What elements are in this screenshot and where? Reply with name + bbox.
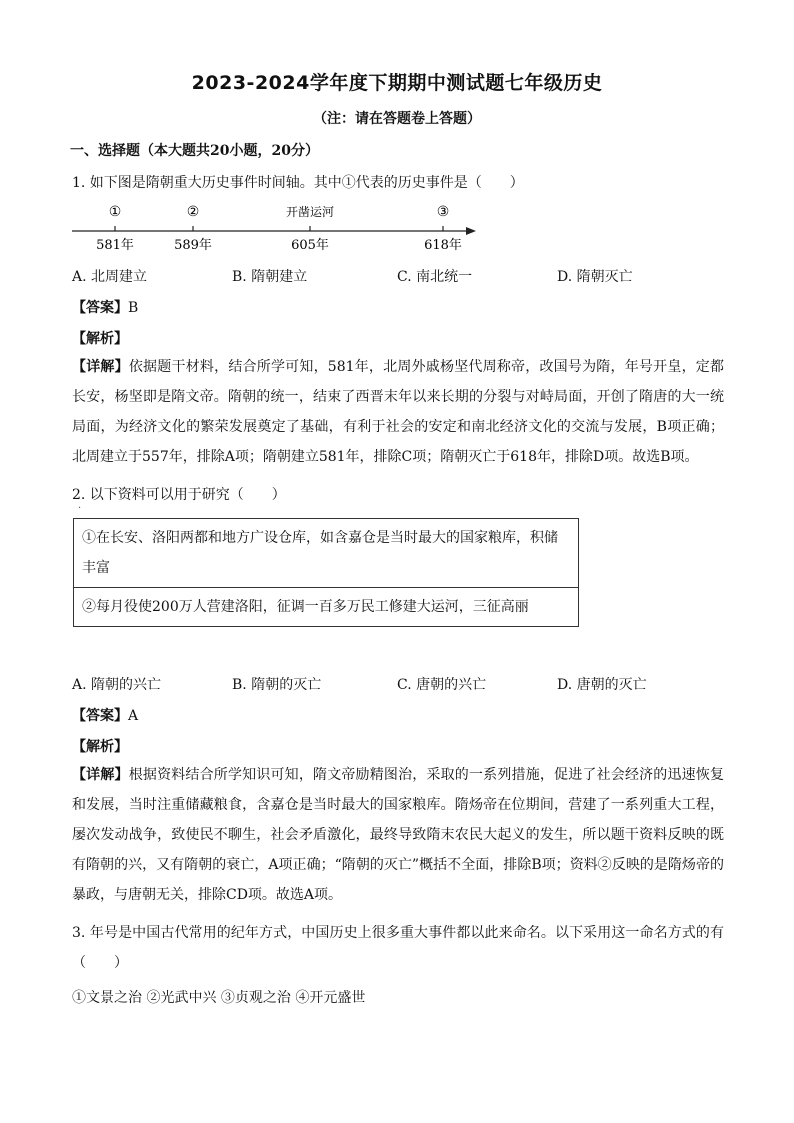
q2-detail [72, 760, 724, 910]
q1-option-b[interactable]: B. 隋朝建立 [232, 269, 308, 285]
answer-tag: 【答案】 [72, 300, 128, 316]
answer-tag: 【答案】 [72, 708, 128, 724]
timeline-event-label: ② [186, 204, 200, 220]
q2-material-1: ①在长安、洛阳两都和地方广设仓库，如含嘉仓是当时最大的国家粮库，积储丰富 [82, 530, 558, 576]
q2-analysis-tag: 【解析】 [72, 739, 128, 755]
answer-value: B [128, 300, 139, 316]
q2-option-c[interactable]: C. 唐朝的兴亡 [397, 677, 487, 693]
q1-option-a[interactable]: A. 北周建立 [72, 269, 148, 285]
q3-stem: 3. 年号是中国古代常用的纪年方式，中国历史上很多重大事件都以此来命名。以下采用这一命名方式的有（ ） [72, 925, 724, 971]
q2-material-2: ②每月役使200万人营建洛阳，征调一百多万民工修建大运河，三征高丽 [74, 587, 578, 626]
q1-detail [72, 352, 724, 472]
q2-material-box [73, 518, 579, 627]
q2-option-b[interactable]: B. 隋朝的灭亡 [232, 677, 322, 693]
page-title: 2023-2024学年度下期期中测试题七年级历史 [191, 72, 603, 94]
q1-option-c[interactable]: C. 南北统一 [397, 269, 473, 285]
q2-answer [72, 705, 138, 725]
section-heading: 一、选择题（本大题共20小题，20分） [70, 143, 319, 159]
timeline-arrow [466, 227, 476, 235]
q1-timeline [70, 198, 490, 258]
answer-value: A [128, 708, 139, 724]
detail-text: 依据题干材料，结合所学可知，581年，北周外戚杨坚代周称帝，改国号为隋，年号开皇，定都长安，杨坚即是隋文帝。隋朝的统一，结束了西晋末年以来长期的分裂与对峙局面，开创了隋唐的大一统局面，为经济文化的繁荣发展奠定了基础，有利于社会的安定和南北经济文化的交流与发展，B项正确；北周建立于557年，排除A项；隋朝建立581年，排除C项；隋朝灭亡于618年，排除D项。故选B项。 [72, 359, 724, 465]
timeline-year-label: 589年 [174, 238, 212, 253]
q1-stem: 1. 如下图是隋朝重大历史事件时间轴。其中①代表的历史事件是（ ） [72, 175, 524, 191]
timeline-event-label: ③ [436, 204, 450, 220]
q3-items: ①文景之治 ②光武中兴 ③贞观之治 ④开元盛世 [72, 990, 366, 1006]
q2-stem: 2. 以下资料可以用于研究（ ） [72, 487, 286, 503]
timeline-event-label: 开凿运河 [285, 205, 335, 219]
timeline-year-label: 605年 [291, 238, 329, 253]
stray-dot: · [78, 503, 82, 514]
q2-option-a[interactable]: A. 隋朝的兴亡 [72, 677, 162, 693]
detail-text: 根据资料结合所学知识可知，隋文帝励精图治，采取的一系列措施，促进了社会经济的迅速恢复和发展，当时注重储藏粮食，含嘉仓是当时最大的国家粮库。隋炀帝在位期间，营建了一系列重大工程，屡次发动战争，致使民不聊生，社会矛盾激化，最终导致隋末农民大起义的发生，所以题干资料反映的既有隋朝的兴，又有隋朝的衰亡，A项正确；“隋朝的灭亡”概括不全面，排除B项；资料②反映的是隋炀帝的暴政，与唐朝无关，排除CD项。故选A项。 [72, 767, 725, 903]
detail-tag: 【详解】 [72, 767, 129, 783]
detail-tag: 【详解】 [72, 359, 129, 375]
q2-option-d[interactable]: D. 唐朝的灭亡 [557, 677, 647, 693]
timeline-event-label: ① [108, 204, 122, 220]
q1-answer [72, 297, 138, 317]
q1-option-d[interactable]: D. 隋朝灭亡 [557, 269, 633, 285]
q1-analysis-tag: 【解析】 [72, 331, 128, 347]
timeline-svg [70, 198, 490, 254]
page-subtitle: （注：请在答题卷上答题） [313, 111, 481, 127]
timeline-year-label: 581年 [96, 238, 134, 253]
timeline-year-label: 618年 [424, 238, 462, 253]
